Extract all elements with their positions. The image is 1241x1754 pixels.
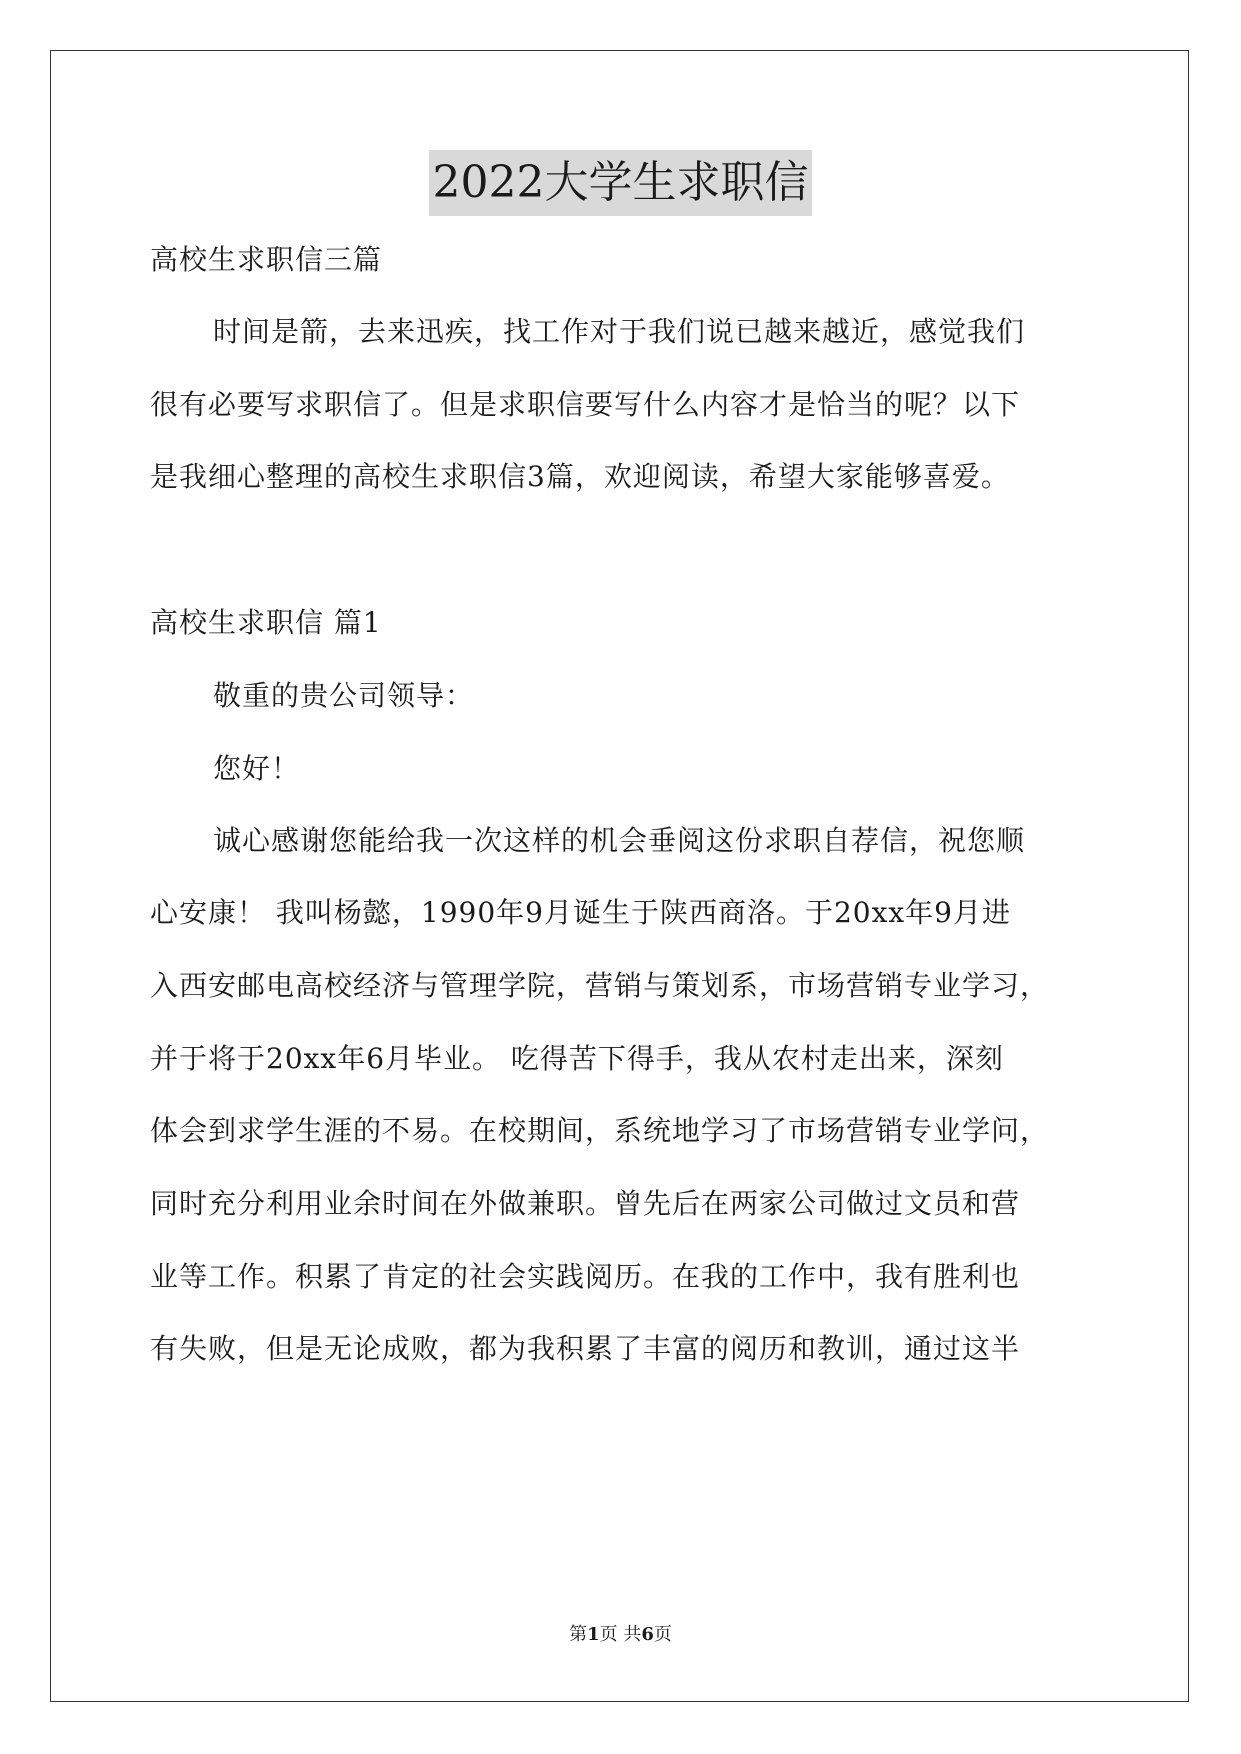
body-line: 并于将于20xx年6月毕业。 吃得苦下得手，我从农村走出来，深刻: [150, 1042, 1004, 1075]
intro-line: 很有必要写求职信了。但是求职信要写什么内容才是恰当的呢？以下: [150, 388, 1021, 421]
greeting: 您好！: [213, 752, 301, 785]
footer-page-suffix: 页: [653, 1624, 672, 1645]
body-line: 入西安邮电高校经济与管理学院，营销与策划系，市场营销专业学习，: [150, 969, 1050, 1002]
footer-page-mid: 页 共: [599, 1624, 642, 1645]
footer-page-total: 6: [641, 1624, 654, 1645]
body-line: 体会到求学生涯的不易。在校期间，系统地学习了市场营销专业学问，: [150, 1114, 1050, 1147]
body-line: 心安康！ 我叫杨懿，1990年9月诞生于陕西商洛。于20xx年9月进: [150, 896, 1012, 929]
body-line: 有失败，但是无论成败，都为我积累了丰富的阅历和教训，通过这半: [150, 1332, 1021, 1365]
body-line: 诚心感谢您能给我一次这样的机会垂阅这份求职自荐信，祝您顺: [213, 824, 1026, 857]
document-title-text: 2022大学生求职信: [429, 150, 813, 216]
intro-line: 时间是箭，去来迅疾，找工作对于我们说已越来越近，感觉我们: [213, 315, 1026, 348]
page-footer: [0, 1623, 1241, 1647]
body-line: 同时充分利用业余时间在外做兼职。曾先后在两家公司做过文员和营: [150, 1187, 1021, 1220]
document-title: [0, 150, 1241, 228]
body-line: 业等工作。积累了肯定的社会实践阅历。在我的工作中，我有胜利也: [150, 1260, 1021, 1293]
footer-page-prefix: 第: [569, 1624, 588, 1645]
intro-line: 是我细心整理的高校生求职信3篇，欢迎阅读，希望大家能够喜爱。: [150, 460, 1010, 493]
document-subtitle: 高校生求职信三篇: [150, 243, 383, 276]
salutation: 敬重的贵公司领导：: [213, 679, 475, 712]
footer-page-current: 1: [587, 1624, 600, 1645]
section-heading: 高校生求职信 篇1: [150, 606, 382, 639]
page-border: [50, 50, 1189, 1702]
